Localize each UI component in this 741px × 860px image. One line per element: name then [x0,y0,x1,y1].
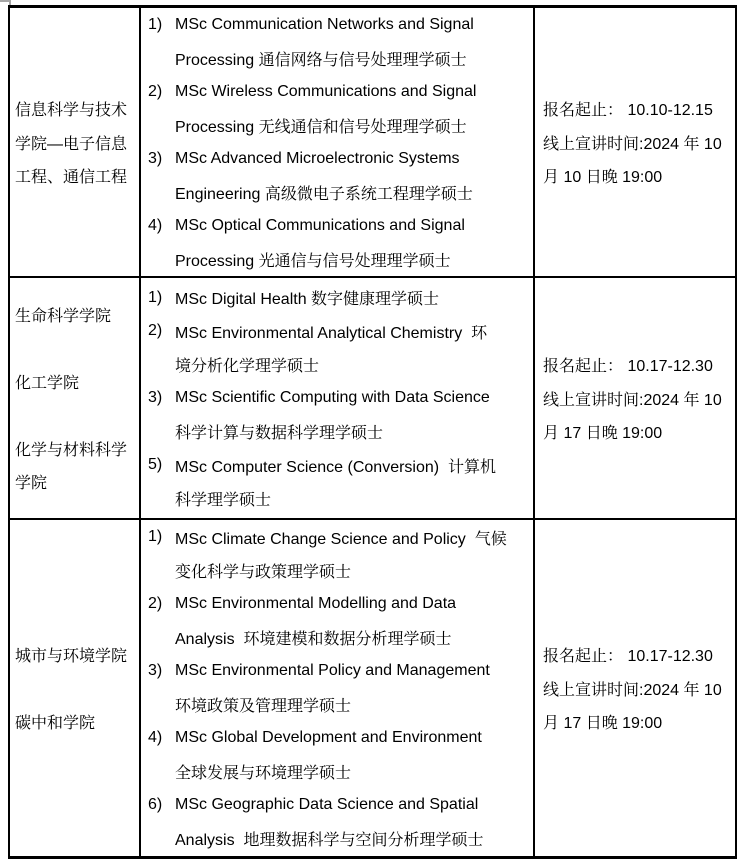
college-cell [10,520,141,856]
programs-cell [141,520,535,856]
college-name-line: 学院 [15,475,48,493]
program-text [175,789,533,856]
registration-period-line: 报名起止： 10.17-12.30 [543,648,713,665]
program-line: MSc Digital Health 数字健康理学硕士 [175,291,440,308]
program-number: 3) [148,662,163,680]
program-text [175,381,533,448]
programs-cell [141,8,535,276]
program-line: MSc Communication Networks and Signal [175,15,474,33]
program-line: 境分析化学理学硕士 [175,358,320,375]
program-line: Processing 无线通信和信号处理理学硕士 [175,118,467,136]
program-item [148,314,533,381]
program-text [175,448,533,515]
program-line: MSc Geographic Data Science and Spatial [175,796,479,814]
program-line: MSc Environmental Modelling and Data [175,595,457,613]
program-line: 全球发展与环境理学硕士 [175,765,352,783]
info-session-line: 线上宣讲时间:2024 年 10 [543,681,722,699]
program-text [175,722,533,789]
program-line: 环境政策及管理理学硕士 [175,698,352,716]
program-number: 2) [148,82,163,100]
program-number: 2) [148,322,163,339]
program-text [175,8,533,75]
registration-period-line: 报名起止： 10.10-12.15 [543,102,713,119]
program-line: 变化科学与政策理学硕士 [175,564,352,582]
info-session-line: 月 10 日晚 19:00 [543,169,663,186]
program-line: Analysis 地理数据科学与空间分析理学硕士 [175,832,484,850]
program-item [148,521,533,588]
program-item [148,448,533,515]
college-name-line: 生命科学学院 [15,307,112,325]
college-name-line: 城市与环境学院 [15,648,128,665]
program-item [148,8,533,75]
college-name-line: 碳中和学院 [15,715,96,732]
program-text [175,209,533,276]
program-item [148,655,533,722]
college-name-line: 化学与材料科学 [15,441,128,459]
program-line: MSc Global Development and Environment [175,729,482,747]
table-row [10,8,735,278]
program-line: MSc Climate Change Science and Policy 气候 [175,530,507,548]
program-text [175,142,533,209]
program-item [148,209,533,276]
program-line: Processing 光通信与信号处理理学硕士 [175,252,451,270]
program-number: 3) [148,389,163,406]
table-row [10,278,735,520]
schedule-cell [535,8,735,276]
program-item [148,142,533,209]
program-line: MSc Advanced Microelectronic Systems [175,149,460,167]
program-line: MSc Computer Science (Conversion) 计算机 [175,458,496,476]
program-item [148,381,533,448]
program-line: Engineering 高级微电子系统工程理学硕士 [175,185,473,203]
program-line: Processing 通信网络与信号处理理学硕士 [175,51,467,69]
programs-cell [141,278,535,518]
college-cell [10,278,141,518]
program-text [175,281,533,315]
registration-period-line: 报名起止： 10.17-12.30 [543,358,713,375]
info-session-line: 线上宣讲时间:2024 年 10 [543,135,722,153]
program-number: 1) [148,528,163,546]
program-number: 4) [148,216,163,234]
schedule-cell [535,278,735,518]
program-number: 4) [148,729,163,747]
college-name-line: 工程、通信工程 [15,169,128,186]
program-text [175,588,533,655]
college-cell [10,8,141,276]
program-item [148,789,533,856]
program-number: 5) [148,456,163,473]
program-number: 3) [148,149,163,167]
college-spacer-line [15,671,139,705]
program-line: Analysis 环境建模和数据分析理学硕士 [175,631,452,649]
college-spacer-line [15,398,139,432]
college-name-line: 学院—电子信息 [15,135,128,153]
program-item [148,281,533,315]
program-number: 2) [148,595,163,613]
program-line: MSc Optical Communications and Signal [175,216,465,234]
program-item [148,722,533,789]
info-session-line: 线上宣讲时间:2024 年 10 [543,391,722,409]
program-line: 科学理学硕士 [175,492,272,509]
program-line: MSc Scientific Computing with Data Science [175,389,490,406]
program-number: 1) [148,288,163,306]
program-line: MSc Wireless Communications and Signal [175,82,477,100]
info-session-line: 月 17 日晚 19:00 [543,425,663,442]
program-text [175,75,533,142]
program-number: 1) [148,15,163,33]
program-item [148,75,533,142]
table-row [10,520,735,856]
program-line: MSc Environmental Policy and Management [175,662,490,680]
program-text [175,655,533,722]
info-session-line: 月 17 日晚 19:00 [543,715,663,732]
program-item [148,588,533,655]
programs-table [8,5,737,859]
college-name-line: 化工学院 [15,374,80,392]
schedule-cell [535,520,735,856]
program-text [175,314,533,381]
program-text [175,521,533,588]
program-line: 科学计算与数据科学理学硕士 [175,425,384,442]
college-spacer-line [15,331,139,365]
college-name-line: 信息科学与技术 [15,102,128,119]
program-line: MSc Environmental Analytical Chemistry 环 [175,324,488,342]
program-number: 6) [148,796,163,814]
